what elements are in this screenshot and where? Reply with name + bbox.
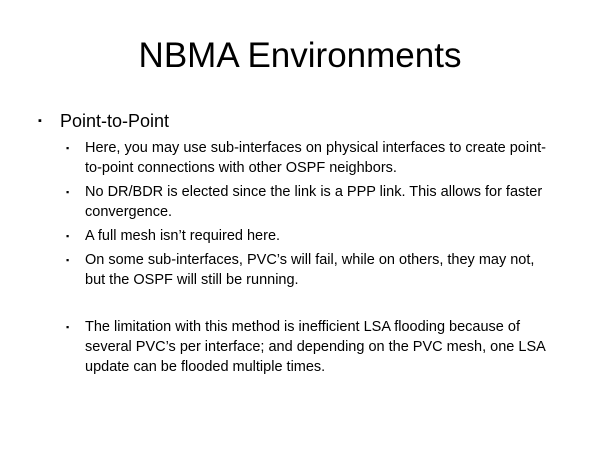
square-bullet-icon: ▪	[66, 255, 70, 265]
square-bullet-icon: ▪	[66, 187, 70, 197]
sub-bullet-list	[66, 138, 556, 294]
sub-bullet-item	[66, 226, 556, 246]
square-bullet-icon: ▪	[66, 322, 70, 332]
square-bullet-icon: ▪	[66, 143, 70, 153]
sub-bullet-item	[66, 182, 556, 222]
sub-bullet-item	[66, 138, 556, 178]
sub-bullet-text: On some sub-interfaces, PVC’s will fail, while on others, they may not, but the OSPF will still be running.	[85, 252, 535, 288]
sub-bullet-item	[66, 317, 556, 377]
main-bullet-text: Point-to-Point	[60, 111, 170, 131]
slide-title: NBMA Environments	[138, 36, 462, 75]
sub-bullet-text: A full mesh isn’t required here.	[85, 228, 281, 244]
main-bullet	[38, 110, 169, 132]
final-bullet-list	[66, 317, 556, 377]
square-bullet-icon: ▪	[66, 231, 70, 241]
sub-bullet-item	[66, 250, 556, 290]
sub-bullet-text: No DR/BDR is elected since the link is a PPP link. This allows for faster convergence.	[85, 184, 543, 220]
final-bullet-text: The limitation with this method is inefficient LSA flooding because of several PVC’s per interface; and depending on the PVC mesh, one LSA update can be flooded multiple times.	[85, 319, 545, 375]
sub-bullet-text: Here, you may use sub-interfaces on physical interfaces to create point-to-point connections with other OSPF neighbors.	[85, 140, 547, 176]
square-bullet-icon: ▪	[38, 115, 42, 127]
